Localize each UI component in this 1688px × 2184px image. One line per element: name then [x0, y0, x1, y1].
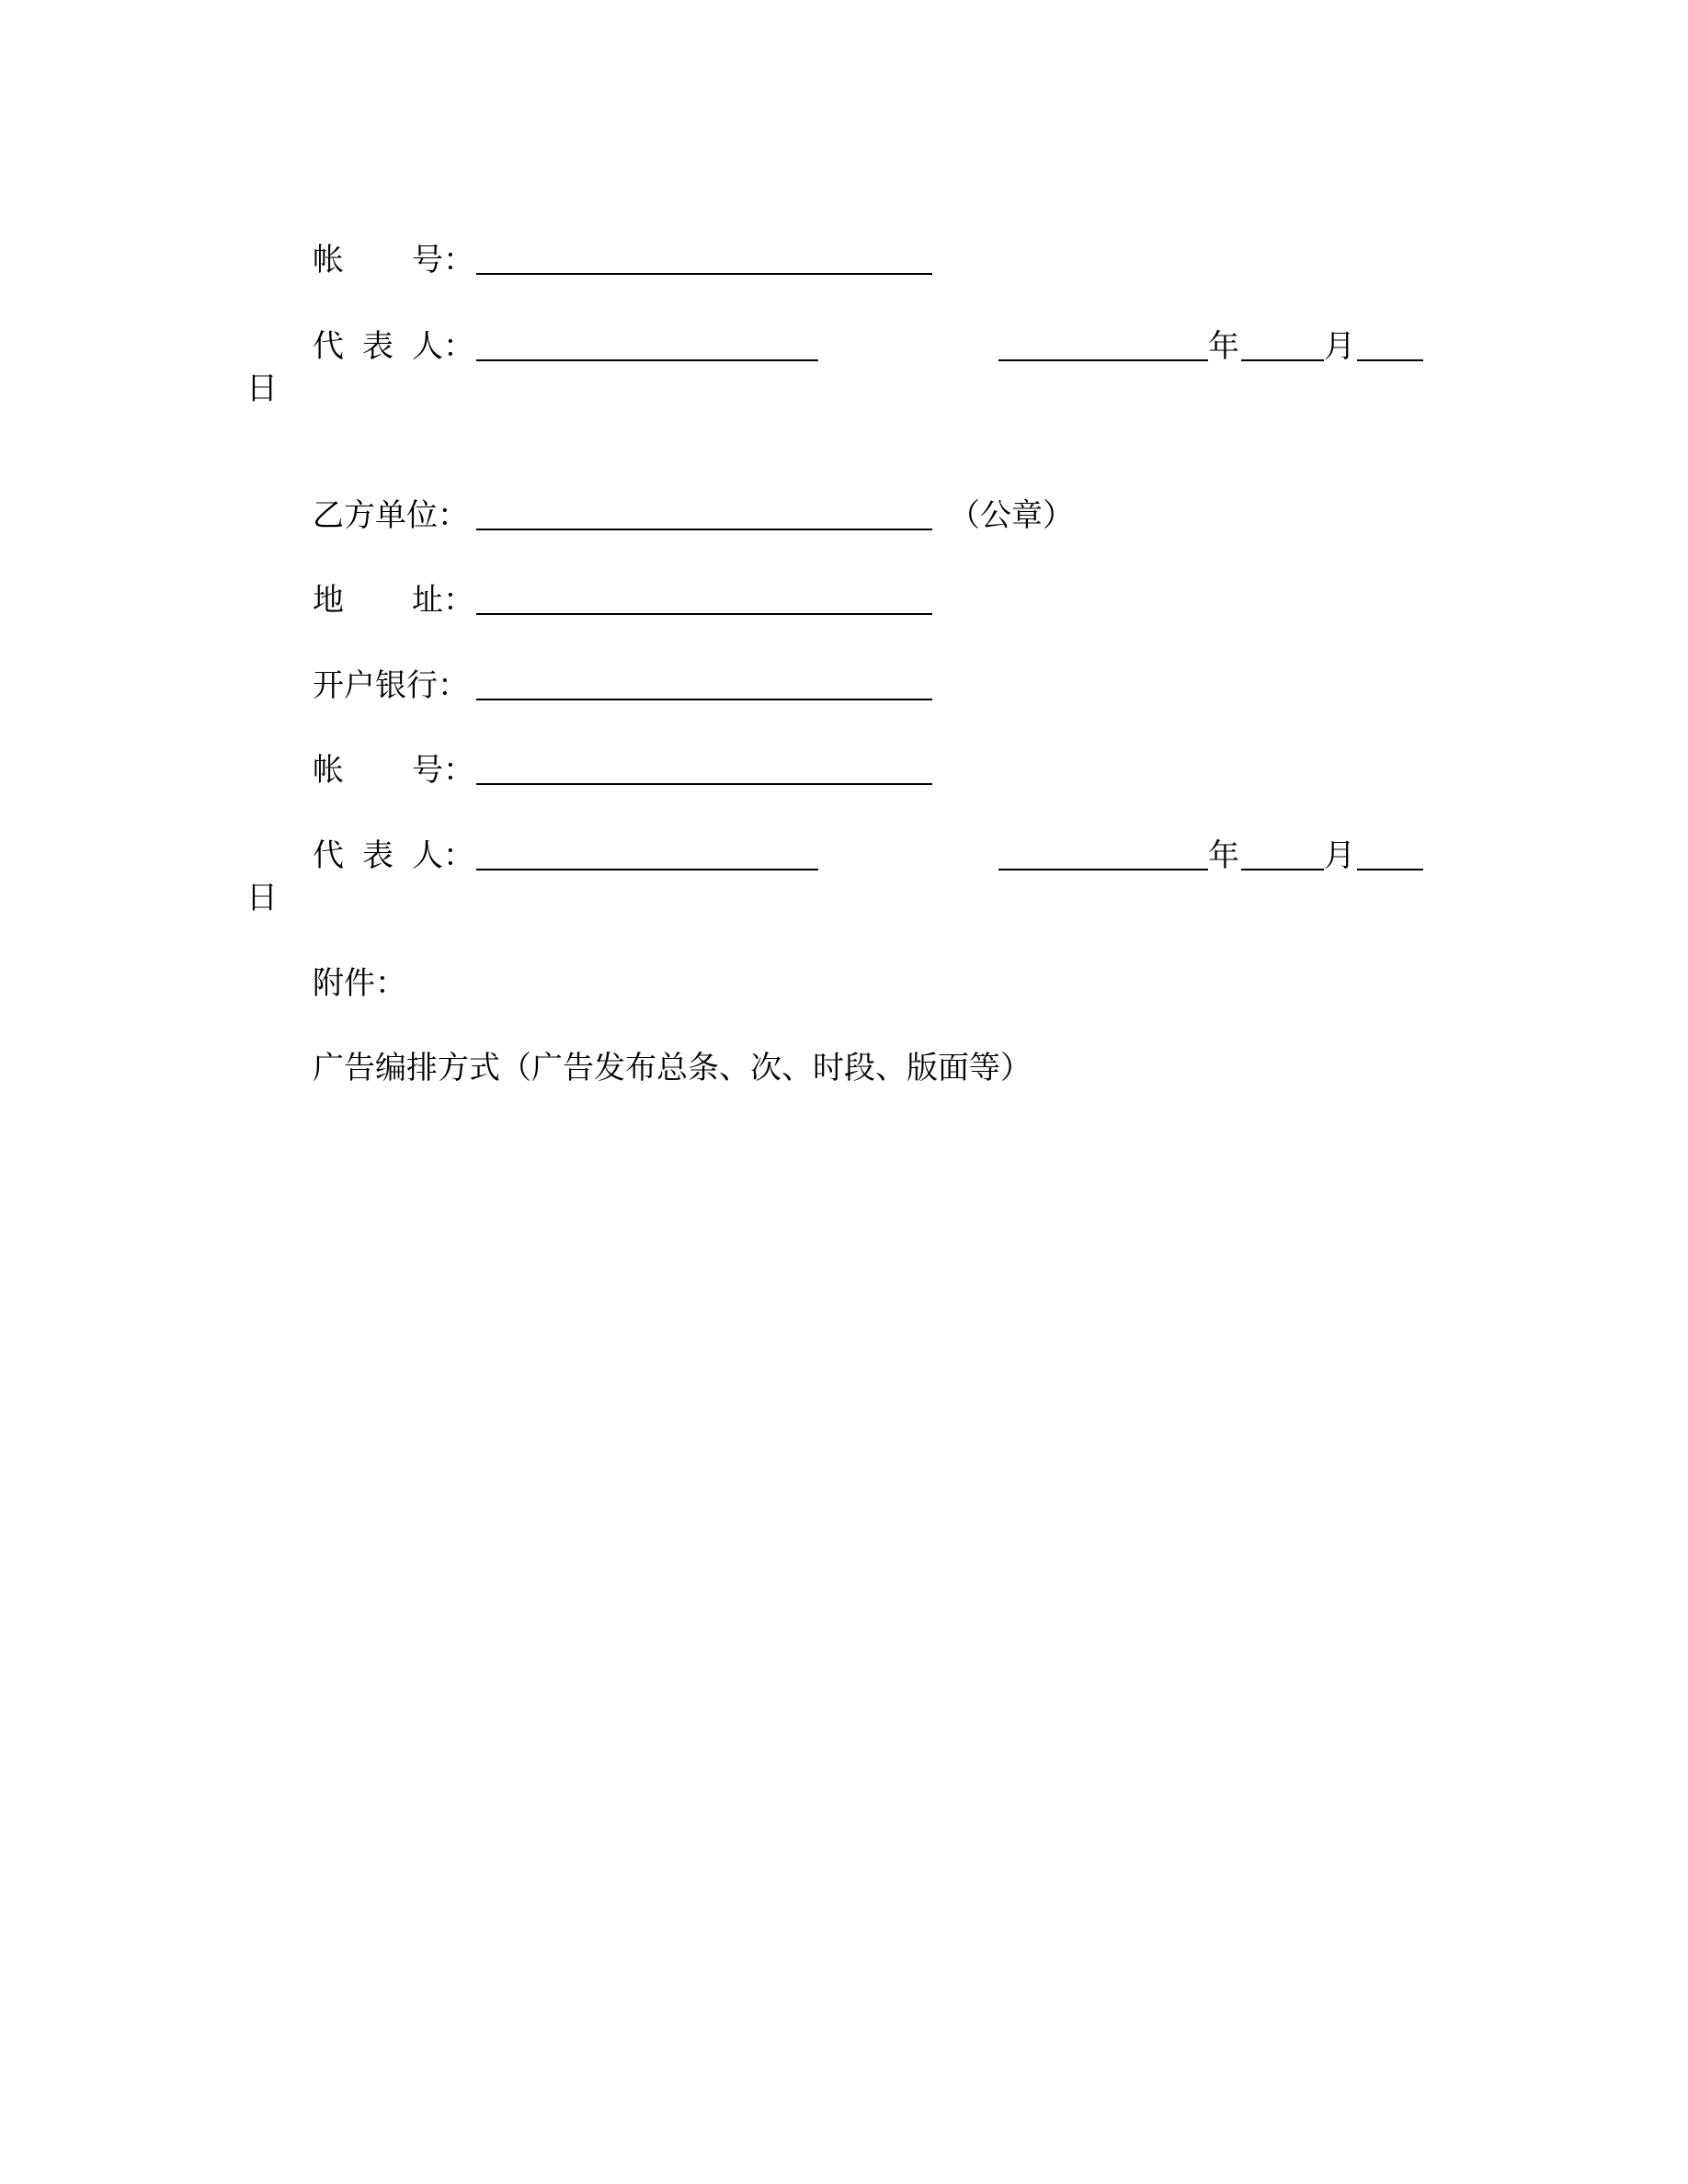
- party-b-bank-blank[interactable]: [476, 699, 932, 700]
- party-b-rep-blank[interactable]: [476, 869, 818, 870]
- party-b-year-blank[interactable]: [998, 869, 1208, 870]
- party-b-unit-label: 乙方单位：: [313, 497, 469, 534]
- party-b-address-row: 地 址：: [0, 577, 1688, 623]
- attachment-label: 附件：: [313, 965, 406, 1002]
- party-b-seal-label: （公章）: [949, 497, 1074, 534]
- party-b-address-label: 地: [313, 582, 344, 619]
- party-a-day-row: [0, 366, 1688, 412]
- party-b-account-blank[interactable]: [476, 783, 932, 785]
- party-a-rep-row: 代 表 人： 年 月: [0, 324, 1688, 370]
- party-a-day-blank[interactable]: [1357, 359, 1423, 361]
- party-a-month-label: 月: [1324, 328, 1355, 365]
- party-b-day-row: [0, 875, 1688, 921]
- party-b-unit-blank[interactable]: [476, 529, 932, 530]
- party-b-rep-row: 代 表 人： 年 月: [0, 833, 1688, 879]
- party-a-rep-label: 代: [313, 328, 344, 365]
- attachment-label-row: [0, 961, 1688, 1007]
- party-a-month-blank[interactable]: [1241, 359, 1324, 361]
- party-b-address-blank[interactable]: [476, 613, 932, 615]
- party-b-year-label: 年: [1208, 837, 1239, 874]
- attachment-text-row: [0, 1045, 1688, 1091]
- party-a-year-blank[interactable]: [998, 359, 1208, 361]
- party-a-account-row: 帐 号：: [0, 237, 1688, 283]
- party-a-day-label: 日: [246, 370, 278, 407]
- party-b-unit-row: [0, 493, 1688, 539]
- party-b-day-label: 日: [246, 880, 278, 916]
- party-a-year-label: 年: [1208, 328, 1239, 365]
- party-b-bank-label: 开户银行：: [313, 667, 469, 704]
- party-b-rep-label: 代: [313, 837, 344, 874]
- party-b-day-blank[interactable]: [1357, 869, 1423, 870]
- party-b-account-row: 帐 号：: [0, 747, 1688, 793]
- party-a-account-label: 帐: [313, 242, 344, 279]
- attachment-text: 广告编排方式（广告发布总条、次、时段、版面等）: [313, 1050, 1032, 1086]
- party-a-account-blank[interactable]: [476, 273, 932, 275]
- party-b-bank-row: [0, 663, 1688, 709]
- party-b-month-label: 月: [1324, 837, 1355, 874]
- party-b-account-label: 帐: [313, 752, 344, 789]
- party-b-month-blank[interactable]: [1241, 869, 1324, 870]
- party-a-rep-blank[interactable]: [476, 359, 818, 361]
